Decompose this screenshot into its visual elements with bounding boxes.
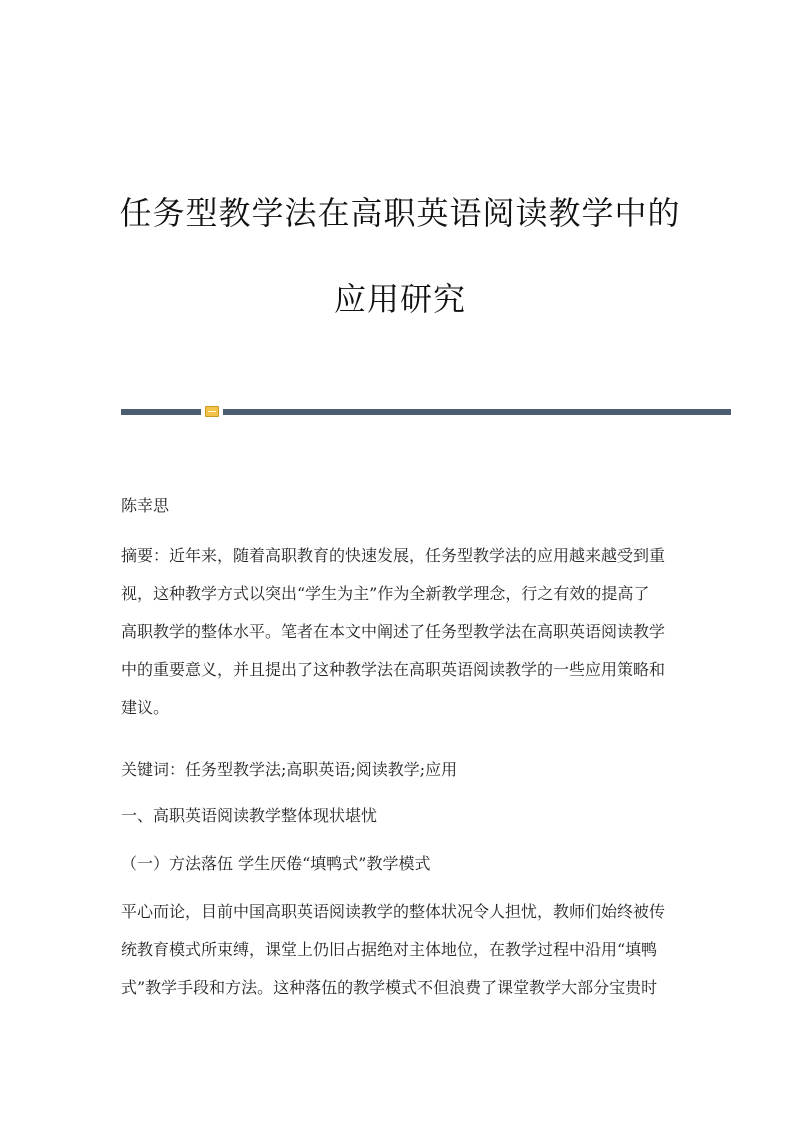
abstract-line: 中的重要意义，并且提出了这种教学法在高职英语阅读教学的一些应用策略和 bbox=[121, 660, 666, 679]
author: 陈幸思 bbox=[121, 496, 170, 515]
abstract bbox=[121, 537, 681, 727]
abstract-line: 建议。 bbox=[121, 698, 170, 717]
body-line: 平心而论，目前中国高职英语阅读教学的整体状况令人担忧，教师们始终被传 bbox=[121, 902, 666, 921]
divider-left-segment bbox=[121, 409, 201, 415]
section-heading: 一、高职英语阅读教学整体现状堪忧 bbox=[121, 806, 378, 825]
abstract-line: 摘要：近年来，随着高职教育的快速发展，任务型教学法的应用越来越受到重 bbox=[121, 546, 666, 565]
divider-right-segment bbox=[223, 409, 731, 415]
title-line-1: 任务型教学法在高职英语阅读教学中的 bbox=[119, 194, 681, 232]
abstract-line: 视，这种教学方式以突出“学生为主”作为全新教学理念，行之有效的提高了 bbox=[121, 584, 650, 603]
keywords: 关键词：任务型教学法;高职英语;阅读教学;应用 bbox=[121, 760, 458, 779]
abstract-line: 高职教学的整体水平。笔者在本文中阐述了任务型教学法在高职英语阅读教学 bbox=[121, 622, 666, 641]
title-line-2: 应用研究 bbox=[333, 280, 466, 318]
body-paragraph bbox=[121, 893, 681, 1007]
subsection-heading: （一）方法落伍 学生厌倦“填鸭式”教学模式 bbox=[121, 854, 431, 873]
body-line: 统教育模式所束缚，课堂上仍旧占据绝对主体地位，在教学过程中沿用“填鸭 bbox=[121, 940, 658, 959]
document-icon bbox=[205, 406, 219, 417]
body-line: 式”教学手段和方法。这种落伍的教学模式不但浪费了课堂教学大部分宝贵时 bbox=[121, 978, 658, 997]
